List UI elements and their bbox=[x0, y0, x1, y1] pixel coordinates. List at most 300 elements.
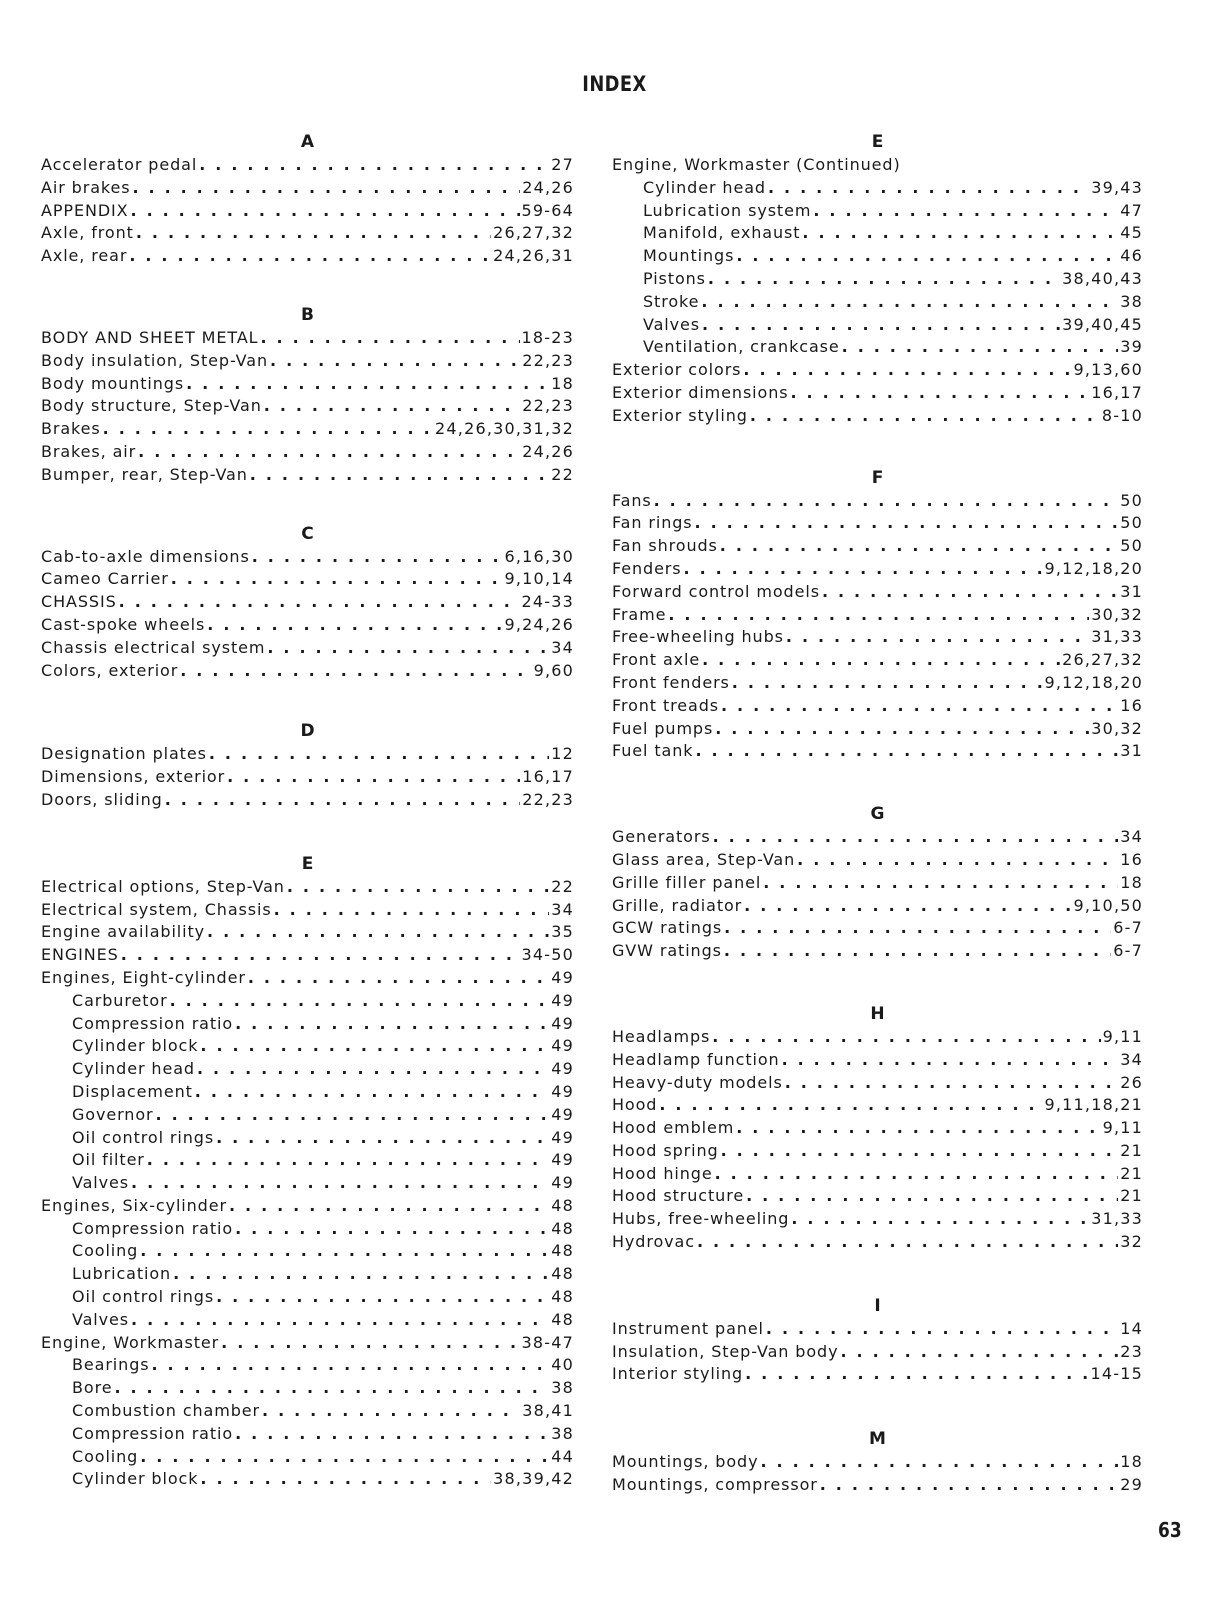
entry-pages: 22,23 bbox=[522, 350, 574, 370]
entry-label: Pistons bbox=[643, 268, 706, 288]
dot-leader bbox=[250, 464, 549, 487]
dot-leader bbox=[151, 1354, 549, 1377]
index-subentry bbox=[612, 336, 1143, 359]
entry-label: Valves bbox=[643, 314, 701, 334]
index-entry bbox=[612, 826, 1143, 849]
dot-leader bbox=[791, 1208, 1089, 1231]
index-entry bbox=[612, 604, 1143, 627]
dot-leader bbox=[713, 826, 1119, 849]
index-subentry bbox=[612, 222, 1143, 245]
entry-label: Governor bbox=[72, 1104, 154, 1124]
dot-leader bbox=[786, 626, 1089, 649]
section-spacer bbox=[41, 812, 574, 852]
dot-leader bbox=[736, 1117, 1100, 1140]
dot-leader bbox=[131, 1309, 549, 1332]
entry-pages: 44 bbox=[551, 1446, 574, 1466]
entry-pages: 9,10,14 bbox=[504, 569, 574, 589]
entry-pages: 21 bbox=[1120, 1163, 1143, 1183]
dot-leader bbox=[264, 395, 520, 418]
section-spacer bbox=[612, 963, 1143, 1002]
section-spacer bbox=[612, 428, 1143, 466]
dot-leader bbox=[702, 649, 1060, 672]
entry-pages: 39,43 bbox=[1091, 177, 1143, 197]
entry-label: Brakes, air bbox=[41, 441, 137, 461]
entry-label: Body insulation, Step-Van bbox=[41, 350, 269, 370]
index-subentry bbox=[41, 1400, 574, 1423]
dot-leader bbox=[697, 1231, 1118, 1254]
entry-label: Cylinder block bbox=[72, 1469, 199, 1489]
index-entry bbox=[41, 614, 574, 637]
dot-leader bbox=[797, 849, 1118, 872]
entry-pages: 9,24,26 bbox=[504, 614, 574, 634]
entry-label: Oil filter bbox=[72, 1150, 145, 1170]
entry-label: Generators bbox=[612, 827, 711, 847]
entry-pages: 48 bbox=[551, 1195, 574, 1215]
entry-label: Frame bbox=[612, 604, 667, 624]
index-subentry bbox=[41, 1172, 574, 1195]
index-entry bbox=[41, 944, 574, 967]
dot-leader bbox=[820, 1474, 1118, 1497]
index-subentry bbox=[612, 268, 1143, 291]
index-subentry bbox=[41, 1081, 574, 1104]
entry-label: Accelerator pedal bbox=[41, 155, 198, 174]
section-spacer bbox=[41, 268, 574, 303]
entry-label: Colors, exterior bbox=[41, 660, 179, 680]
entry-pages: 49 bbox=[551, 990, 574, 1010]
dot-leader bbox=[180, 660, 531, 683]
index-column-right bbox=[612, 130, 1143, 1497]
entry-pages: 49 bbox=[551, 1150, 574, 1170]
section-spacer bbox=[612, 1386, 1143, 1427]
entry-pages: 22 bbox=[551, 876, 574, 896]
dot-leader bbox=[235, 1218, 549, 1241]
section-letter: C bbox=[301, 523, 314, 544]
entry-label: Free-wheeling hubs bbox=[612, 627, 784, 647]
entry-label: Hood spring bbox=[612, 1140, 719, 1160]
index-subentry bbox=[41, 1309, 574, 1332]
dot-leader bbox=[260, 327, 519, 350]
dot-leader bbox=[165, 789, 520, 812]
index-subentry bbox=[41, 1377, 574, 1400]
entry-pages: 31 bbox=[1120, 581, 1143, 601]
entry-pages: 30,32 bbox=[1091, 604, 1143, 624]
entry-pages: 24,26,31 bbox=[493, 246, 574, 266]
index-entry bbox=[612, 895, 1143, 918]
dot-leader bbox=[684, 558, 1043, 581]
entry-label: Exterior styling bbox=[612, 405, 748, 425]
entry-pages: 31,33 bbox=[1091, 627, 1143, 647]
index-entry bbox=[612, 1049, 1143, 1072]
index-entry bbox=[41, 637, 574, 660]
dot-leader bbox=[274, 899, 550, 922]
entry-pages: 34 bbox=[1120, 1049, 1143, 1069]
entry-pages: 38,41 bbox=[522, 1401, 574, 1421]
entry-label: Hubs, free-wheeling bbox=[612, 1209, 790, 1229]
entry-label: Hood bbox=[612, 1095, 658, 1115]
entry-label: Front treads bbox=[612, 695, 719, 715]
entry-label: Headlamp function bbox=[612, 1049, 780, 1069]
entry-pages: 46 bbox=[1120, 246, 1143, 266]
dot-leader bbox=[813, 200, 1118, 223]
index-subentry bbox=[41, 1013, 574, 1036]
dot-leader bbox=[721, 695, 1118, 718]
index-entry bbox=[612, 849, 1143, 872]
entry-pages: 38 bbox=[551, 1423, 574, 1443]
dot-leader bbox=[216, 1127, 549, 1150]
entry-label: Valves bbox=[72, 1173, 130, 1193]
entry-label: Mountings bbox=[643, 246, 735, 266]
index-entry bbox=[612, 1451, 1143, 1474]
entry-pages: 9,10,50 bbox=[1073, 895, 1143, 915]
entry-label: Bore bbox=[72, 1378, 113, 1398]
index-entry bbox=[612, 917, 1143, 940]
index-entry bbox=[612, 672, 1143, 695]
index-entry bbox=[612, 1163, 1143, 1186]
dot-leader bbox=[216, 1286, 549, 1309]
index-entry bbox=[612, 490, 1143, 513]
section-letter: H bbox=[870, 1003, 885, 1024]
dot-leader bbox=[744, 895, 1071, 918]
dot-leader bbox=[701, 291, 1118, 314]
entry-pages: 26 bbox=[1120, 1072, 1143, 1092]
entry-pages: 31,33 bbox=[1091, 1209, 1143, 1229]
continuation-heading bbox=[612, 154, 1143, 177]
index-entry bbox=[612, 1474, 1143, 1497]
entry-pages: 6-7 bbox=[1113, 918, 1143, 938]
dot-leader bbox=[654, 490, 1119, 513]
dot-leader bbox=[746, 1185, 1118, 1208]
entry-label: Insulation, Step-Van body bbox=[612, 1341, 839, 1361]
dot-leader bbox=[736, 245, 1118, 268]
dot-leader bbox=[170, 990, 550, 1013]
entry-label: Stroke bbox=[643, 291, 700, 311]
entry-pages: 34 bbox=[551, 637, 574, 657]
entry-label: Brakes bbox=[41, 419, 101, 439]
index-entry bbox=[41, 743, 574, 766]
index-entry bbox=[612, 1026, 1143, 1049]
index-entry bbox=[612, 626, 1143, 649]
dot-leader bbox=[186, 373, 549, 396]
entry-pages: 29 bbox=[1120, 1475, 1143, 1495]
entry-label: Hood emblem bbox=[612, 1118, 735, 1138]
dot-leader bbox=[695, 512, 1119, 535]
index-entry bbox=[612, 695, 1143, 718]
index-entry bbox=[41, 766, 574, 789]
entry-pages: 24,26 bbox=[522, 441, 574, 461]
entry-label: Body mountings bbox=[41, 373, 185, 393]
entry-label: Cylinder head bbox=[643, 177, 766, 197]
entry-label: Cylinder head bbox=[72, 1059, 195, 1079]
entry-pages: 49 bbox=[551, 1127, 574, 1147]
dot-leader bbox=[252, 546, 503, 569]
entry-pages: 38-47 bbox=[521, 1332, 574, 1352]
entry-pages: 35 bbox=[551, 922, 574, 942]
entry-pages: 38,39,42 bbox=[493, 1469, 574, 1489]
dot-leader bbox=[695, 740, 1118, 763]
section-letter: B bbox=[301, 304, 314, 325]
dot-leader bbox=[129, 245, 491, 268]
dot-leader bbox=[195, 1081, 549, 1104]
entry-pages: 18 bbox=[551, 373, 574, 393]
entry-label: Engines, Eight-cylinder bbox=[41, 967, 246, 987]
entry-label: Cast-spoke wheels bbox=[41, 614, 206, 634]
entry-pages: 39 bbox=[1120, 337, 1143, 357]
entry-label: Compression ratio bbox=[72, 1013, 234, 1033]
index-entry bbox=[41, 876, 574, 899]
index-subentry bbox=[41, 1240, 574, 1263]
entry-label: Manifold, exhaust bbox=[643, 223, 801, 243]
index-subentry bbox=[41, 1286, 574, 1309]
dot-leader bbox=[197, 1058, 549, 1081]
dot-leader bbox=[822, 581, 1118, 604]
entry-pages: 9,11 bbox=[1102, 1118, 1143, 1138]
entry-pages: 21 bbox=[1120, 1186, 1143, 1206]
entry-label: Interior styling bbox=[612, 1364, 744, 1384]
index-subentry bbox=[41, 1035, 574, 1058]
entry-pages: 50 bbox=[1120, 490, 1143, 510]
dot-leader bbox=[138, 441, 520, 464]
entry-label: Axle, rear bbox=[41, 246, 128, 266]
entry-pages: 50 bbox=[1120, 536, 1143, 556]
entry-pages: 26,27,32 bbox=[493, 223, 574, 243]
index-subentry bbox=[41, 1423, 574, 1446]
entry-label: Headlamps bbox=[612, 1026, 711, 1046]
dot-leader bbox=[287, 876, 549, 899]
entry-label: Displacement bbox=[72, 1081, 193, 1101]
entry-pages: 16,17 bbox=[1091, 382, 1143, 402]
index-entry bbox=[612, 1072, 1143, 1095]
entry-pages: 49 bbox=[551, 1173, 574, 1193]
entry-pages: 40 bbox=[551, 1355, 574, 1375]
dot-leader bbox=[209, 743, 549, 766]
dot-leader bbox=[229, 1195, 549, 1218]
entry-label: Combustion chamber bbox=[72, 1401, 261, 1421]
entry-label: Hood structure bbox=[612, 1186, 745, 1206]
entry-label: Air brakes bbox=[41, 177, 131, 197]
entry-label: Designation plates bbox=[41, 744, 207, 764]
entry-pages: 9,60 bbox=[533, 660, 574, 680]
entry-label: Mountings, body bbox=[612, 1452, 759, 1472]
dot-leader bbox=[140, 1446, 549, 1469]
entry-pages: 14 bbox=[1120, 1318, 1143, 1338]
dot-leader bbox=[724, 940, 1111, 963]
entry-pages: 14-15 bbox=[1090, 1364, 1143, 1384]
entry-label: Axle, front bbox=[41, 223, 134, 243]
dot-leader bbox=[270, 350, 520, 373]
index-entry bbox=[612, 1094, 1143, 1117]
entry-pages: 30,32 bbox=[1091, 718, 1143, 738]
entry-label: GVW ratings bbox=[612, 941, 722, 961]
entry-label: Fenders bbox=[612, 558, 682, 578]
entry-label: Compression ratio bbox=[72, 1218, 234, 1238]
entry-label: Grille filler panel bbox=[612, 872, 762, 892]
index-entry bbox=[612, 718, 1143, 741]
entry-label: Fuel tank bbox=[612, 741, 694, 761]
entry-label: Bumper, rear, Step-Van bbox=[41, 464, 248, 484]
index-subentry bbox=[41, 1468, 574, 1491]
index-entry bbox=[41, 1332, 574, 1355]
index-entry bbox=[41, 222, 574, 245]
dot-leader bbox=[802, 222, 1118, 245]
dot-leader bbox=[842, 336, 1119, 359]
entry-label: Heavy-duty models bbox=[612, 1072, 783, 1092]
section-spacer bbox=[612, 763, 1143, 802]
entry-label: Forward control models bbox=[612, 581, 820, 601]
dot-leader bbox=[119, 591, 520, 614]
section-spacer bbox=[41, 682, 574, 719]
entry-label: Body structure, Step-Van bbox=[41, 396, 262, 416]
index-entry bbox=[41, 395, 574, 418]
entry-pages: 48 bbox=[551, 1241, 574, 1261]
dot-leader bbox=[702, 314, 1060, 337]
entry-label: Cameo Carrier bbox=[41, 569, 169, 589]
entry-label: Fuel pumps bbox=[612, 718, 714, 738]
dot-leader bbox=[659, 1094, 1042, 1117]
entry-label: Lubrication system bbox=[643, 200, 812, 220]
entry-label: Front axle bbox=[612, 650, 701, 670]
dot-leader bbox=[840, 1341, 1118, 1364]
entry-pages: 9,12,18,20 bbox=[1044, 672, 1143, 692]
entry-pages: 24-33 bbox=[521, 592, 574, 612]
entry-pages: 49 bbox=[551, 1059, 574, 1079]
entry-pages: 49 bbox=[551, 967, 574, 987]
section-letter: E bbox=[301, 853, 314, 874]
section-letter: D bbox=[300, 721, 315, 742]
dot-leader bbox=[715, 718, 1089, 741]
page-number: 63 bbox=[1158, 1518, 1182, 1542]
entry-pages: 9,13,60 bbox=[1073, 360, 1143, 380]
entry-pages: 45 bbox=[1120, 223, 1143, 243]
entry-pages: 50 bbox=[1120, 513, 1143, 533]
entry-label: Engines, Six-cylinder bbox=[41, 1195, 227, 1215]
index-entry bbox=[41, 200, 574, 223]
dot-leader bbox=[227, 766, 520, 789]
dot-leader bbox=[708, 268, 1060, 291]
entry-pages: 16 bbox=[1120, 849, 1143, 869]
dot-leader bbox=[200, 1468, 491, 1491]
index-entry bbox=[612, 872, 1143, 895]
entry-label: Doors, sliding bbox=[41, 789, 163, 809]
entry-pages: 27 bbox=[551, 155, 574, 174]
index-entry bbox=[612, 1231, 1143, 1254]
dot-leader bbox=[132, 177, 520, 200]
section-spacer bbox=[41, 487, 574, 522]
dot-leader bbox=[131, 1172, 549, 1195]
index-entry bbox=[612, 1117, 1143, 1140]
dot-leader bbox=[114, 1377, 549, 1400]
dot-leader bbox=[235, 1423, 549, 1446]
entry-label: Exterior colors bbox=[612, 360, 742, 380]
entry-pages: 22,23 bbox=[522, 396, 574, 416]
index-subentry bbox=[41, 1104, 574, 1127]
index-entry bbox=[612, 740, 1143, 763]
entry-label: Engine, Workmaster bbox=[41, 1332, 220, 1352]
dot-leader bbox=[267, 637, 549, 660]
index-entry bbox=[41, 418, 574, 441]
entry-pages: 16 bbox=[1120, 695, 1143, 715]
dot-leader bbox=[668, 604, 1089, 627]
section-letter: A bbox=[300, 132, 315, 152]
entry-pages: 6-7 bbox=[1113, 941, 1143, 961]
entry-label: Glass area, Step-Van bbox=[612, 849, 796, 869]
entry-pages: 18 bbox=[1120, 1452, 1143, 1472]
index-entry bbox=[612, 535, 1143, 558]
entry-pages: 21 bbox=[1120, 1140, 1143, 1160]
entry-label: Carburetor bbox=[72, 990, 168, 1010]
entry-label: Oil control rings bbox=[72, 1127, 215, 1147]
entry-pages: 34-50 bbox=[521, 945, 574, 965]
entry-pages: 22 bbox=[551, 464, 574, 484]
entry-pages: 38 bbox=[551, 1378, 574, 1398]
index-entry bbox=[41, 464, 574, 487]
entry-label: Mountings, compressor bbox=[612, 1475, 818, 1495]
index-entry bbox=[41, 568, 574, 591]
index-subentry bbox=[612, 314, 1143, 337]
entry-pages: 9,12,18,20 bbox=[1044, 558, 1143, 578]
dot-leader bbox=[724, 917, 1111, 940]
index-entry bbox=[612, 1208, 1143, 1231]
dot-leader bbox=[103, 418, 433, 441]
dot-leader bbox=[140, 1240, 549, 1263]
index-subentry bbox=[41, 1446, 574, 1469]
section-letter: I bbox=[874, 1295, 881, 1316]
entry-label: Valves bbox=[72, 1309, 130, 1329]
dot-leader bbox=[791, 382, 1090, 405]
index-entry bbox=[612, 940, 1143, 963]
section-letter: E bbox=[871, 132, 884, 152]
entry-label: Hood hinge bbox=[612, 1163, 713, 1183]
index-entry bbox=[612, 581, 1143, 604]
entry-pages: 48 bbox=[551, 1309, 574, 1329]
dot-leader bbox=[715, 1163, 1119, 1186]
entry-pages: 26,27,32 bbox=[1062, 650, 1143, 670]
index-entry bbox=[41, 899, 574, 922]
index-entry bbox=[612, 382, 1143, 405]
entry-label: Chassis electrical system bbox=[41, 637, 266, 657]
dot-leader bbox=[712, 1026, 1100, 1049]
entry-label: Engine availability bbox=[41, 922, 206, 942]
dot-leader bbox=[760, 1451, 1118, 1474]
entry-label: Grille, radiator bbox=[612, 895, 743, 915]
index-entry bbox=[41, 789, 574, 812]
dot-leader bbox=[743, 359, 1071, 382]
index-entry bbox=[41, 591, 574, 614]
index-entry bbox=[612, 1341, 1143, 1364]
index-column-left bbox=[41, 130, 574, 1491]
section-letter: M bbox=[869, 1429, 886, 1450]
entry-pages: 49 bbox=[551, 1104, 574, 1124]
entry-pages: 49 bbox=[551, 1013, 574, 1033]
index-entry bbox=[612, 1363, 1143, 1386]
entry-pages: 9,11 bbox=[1102, 1026, 1143, 1046]
entry-label: Bearings bbox=[72, 1355, 150, 1375]
entry-pages: 23 bbox=[1120, 1341, 1143, 1361]
dot-leader bbox=[262, 1400, 520, 1423]
entry-pages: 16,17 bbox=[522, 767, 574, 787]
index-subentry bbox=[41, 1127, 574, 1150]
entry-pages: 34 bbox=[551, 899, 574, 919]
dot-leader bbox=[156, 1104, 550, 1127]
entry-label: Dimensions, exterior bbox=[41, 767, 226, 787]
entry-pages: 48 bbox=[551, 1218, 574, 1238]
index-entry bbox=[612, 558, 1143, 581]
entry-pages: 22,23 bbox=[522, 789, 574, 809]
dot-leader bbox=[221, 1332, 519, 1355]
entry-label: Electrical options, Step-Van bbox=[41, 876, 285, 896]
entry-pages: 49 bbox=[551, 1036, 574, 1056]
index-subentry bbox=[41, 990, 574, 1013]
entry-label: Hydrovac bbox=[612, 1232, 695, 1252]
